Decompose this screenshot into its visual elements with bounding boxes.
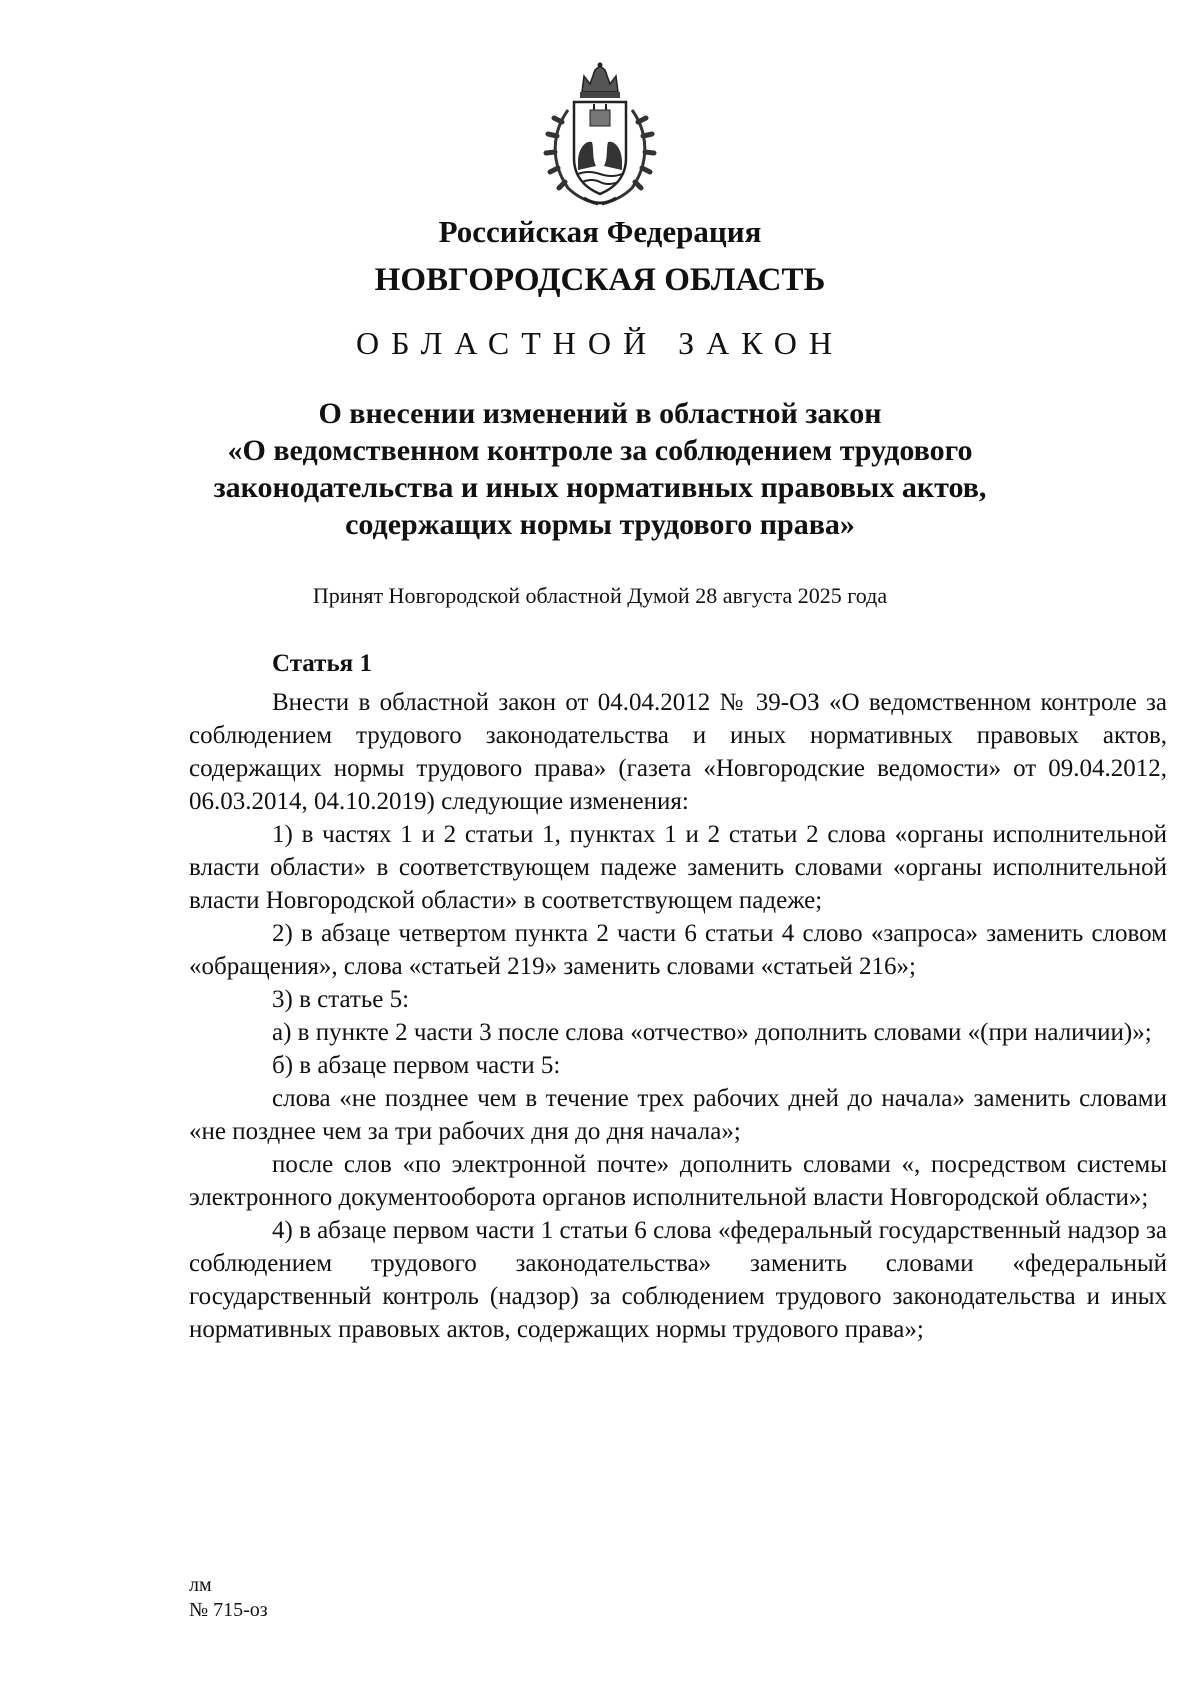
- article-paragraph: 4) в абзаце первом части 1 статьи 6 слова «федеральный государственный надзор за соблюдением трудового законодательства» заменить словами «федеральный государственный контроль (надзор) за соблюдением трудового законодательства и иных нормативных правовых актов, содержащих нормы трудового права»;: [189, 1217, 1167, 1343]
- article-heading: Статья 1: [272, 650, 372, 677]
- article-paragraph: слова «не позднее чем в течение трех рабочих дней до начала» заменить словами «не позднее чем за три рабочих дня до дня начала»;: [189, 1085, 1167, 1145]
- article-paragraph: 2) в абзаце четвертом пункта 2 части 6 статьи 4 слово «запроса» заменить словом «обращения», слова «статьей 219» заменить словами «статьей 216»;: [189, 920, 1167, 980]
- article-paragraph: Внести в областной закон от 04.04.2012 № 39-ОЗ «О ведомственном контроле за соблюдением трудового законодательства и иных нормативных правовых актов, содержащих нормы трудового права» (газета «Новгородские ведомости» от 09.04.2012, 06.03.2014, 04.10.2019) следующие изменения:: [189, 689, 1167, 815]
- article-paragraph: после слов «по электронной почте» дополнить словами «, посредством системы электронного документооборота органов исполнительной власти Новгородской области»;: [189, 1151, 1167, 1211]
- coat-of-arms-icon: [538, 62, 662, 210]
- federation-heading: Российская Федерация: [438, 214, 762, 249]
- law-title-line: «О ведомственном контроле за соблюдением трудового: [227, 434, 973, 467]
- article-paragraph: 1) в частях 1 и 2 статьи 1, пунктах 1 и 2 статьи 2 слова «органы исполнительной власти области» в соответствующем падеже заменить словами «органы исполнительной власти Новгородской области» в соответствующем падеже;: [189, 821, 1167, 914]
- article-paragraph: 3) в статье 5:: [272, 986, 410, 1013]
- law-kind-heading: ОБЛАСТНОЙ ЗАКОН: [355, 325, 845, 361]
- article-paragraph: а) в пункте 2 части 3 после слова «отчество» дополнить словами «(при наличии)»;: [272, 1019, 1152, 1046]
- law-title: [0, 395, 1200, 543]
- adoption-note: Принят Новгородской областной Думой 28 августа 2025 года: [312, 583, 888, 608]
- document-footer: [189, 1573, 268, 1623]
- region-heading: НОВГОРОДСКАЯ ОБЛАСТЬ: [374, 262, 826, 298]
- law-title-line: законодательства и иных нормативных правовых актов,: [213, 471, 987, 504]
- footer-doc-number: № 715-оз: [189, 1599, 268, 1621]
- law-title-line: О внесении изменений в областной закон: [318, 397, 882, 430]
- article-paragraph: б) в абзаце первом части 5:: [272, 1052, 561, 1079]
- law-title-line: содержащих нормы трудового права»: [345, 508, 855, 541]
- article-body: [189, 686, 1167, 1346]
- footer-initials: лм: [189, 1574, 212, 1596]
